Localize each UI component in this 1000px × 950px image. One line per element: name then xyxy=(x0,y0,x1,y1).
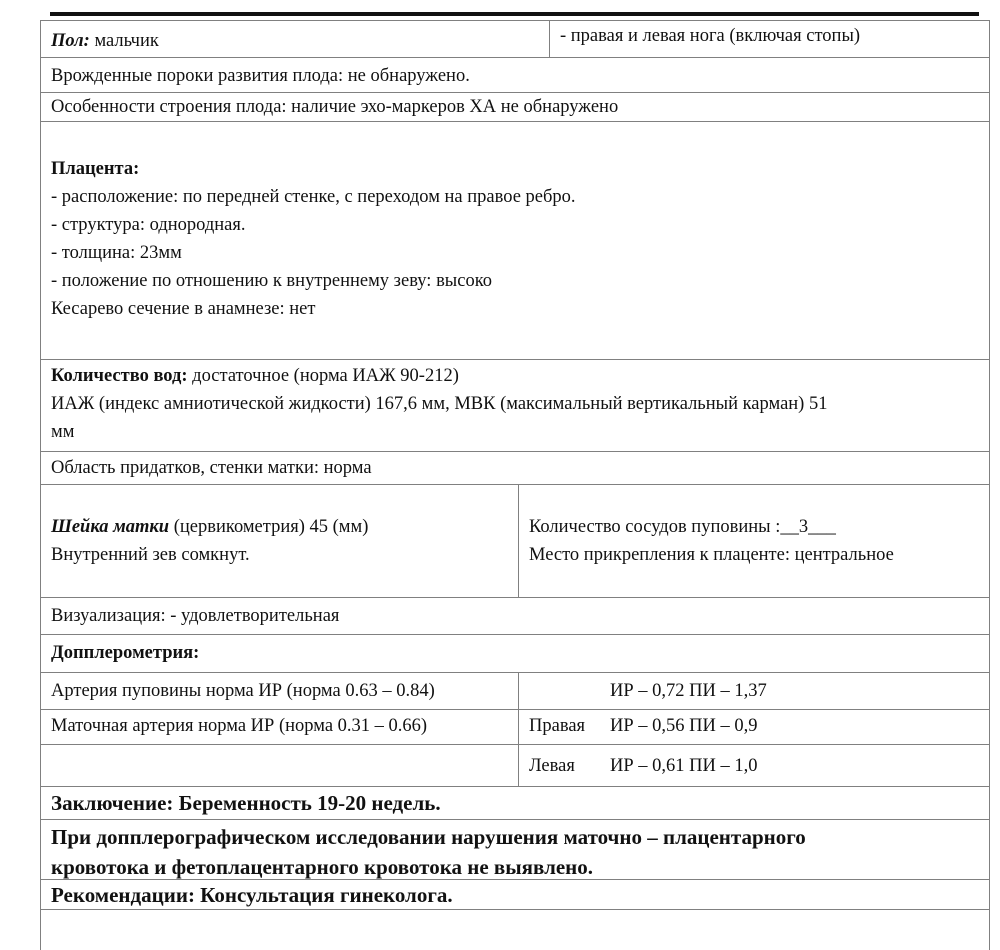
doppler-vessel-name: Маточная артерия норма ИР (норма 0.31 – 0.66) xyxy=(51,716,428,736)
placenta-thickness: - толщина: 23мм xyxy=(51,243,182,263)
sex-label: Пол: xyxy=(51,31,90,51)
features-text: Особенности строения плода: наличие эхо-маркеров ХА не обнаружено xyxy=(51,97,619,117)
internal-os-status: Внутренний зев сомкнут. xyxy=(51,545,250,565)
doppler-row-uterine-left xyxy=(40,745,990,787)
limbs-note: - правая и левая нога (включая стопы) xyxy=(560,26,861,46)
doppler-vessel-name: Артерия пуповины норма ИР (норма 0.63 – 0.84) xyxy=(51,681,435,701)
row-conclusion xyxy=(40,787,990,820)
cervix-value: (цервикометрия) 45 (мм) xyxy=(169,517,369,537)
placenta-title: Плацента: xyxy=(51,159,140,179)
adnexa-text: Область придатков, стенки матки: норма xyxy=(51,458,372,478)
doppler-values: ИР – 0,72 ПИ – 1,37 xyxy=(610,681,767,701)
water-index-unit: мм xyxy=(51,422,75,442)
doppler-values-cell xyxy=(518,673,989,709)
row-sex xyxy=(40,20,990,58)
row-placenta xyxy=(40,122,990,360)
doppler-conclusion-line2: кровотока и фетоплацентарного кровотока не выявлено. xyxy=(51,855,594,879)
doppler-values: ИР – 0,61 ПИ – 1,0 xyxy=(610,756,758,776)
sex-cell xyxy=(41,21,549,57)
ultrasound-report-table xyxy=(40,20,990,950)
row-doppler-conclusion xyxy=(40,820,990,880)
doppler-vessel-name xyxy=(41,745,518,786)
row-recommendations xyxy=(40,880,990,910)
doppler-side: Левая xyxy=(529,756,575,776)
doppler-conclusion-line1: При допплерографическом исследовании нарушения маточно – плацентарного xyxy=(51,825,806,849)
water-cell xyxy=(41,360,989,451)
water-value: достаточное (норма ИАЖ 90-212) xyxy=(187,366,459,386)
placenta-cell xyxy=(41,122,989,359)
placenta-structure: - структура: однородная. xyxy=(51,215,246,235)
row-cervix-cord xyxy=(40,485,990,598)
placenta-location: - расположение: по передней стенке, с переходом на правое ребро. xyxy=(51,187,576,207)
cord-cell xyxy=(518,485,989,597)
doppler-values: ИР – 0,56 ПИ – 0,9 xyxy=(610,716,758,736)
cervix-cell xyxy=(41,485,518,597)
row-features xyxy=(40,93,990,122)
water-index: ИАЖ (индекс амниотической жидкости) 167,6 мм, МВК (максимальный вертикальный карман) 51 xyxy=(51,394,828,414)
doppler-row-umbilical xyxy=(40,673,990,710)
row-empty xyxy=(40,910,990,950)
malformations-text: Врожденные пороки развития плода: не обнаружено. xyxy=(51,66,470,86)
doppler-values-cell xyxy=(518,710,989,744)
row-water xyxy=(40,360,990,452)
row-malformations xyxy=(40,58,990,93)
visualization-text: Визуализация: - удовлетворительная xyxy=(51,606,340,626)
cervix-label: Шейка матки xyxy=(51,517,170,537)
doppler-row-uterine-right xyxy=(40,710,990,745)
doppler-side: Правая xyxy=(529,716,586,736)
sex-value: мальчик xyxy=(89,31,159,51)
doppler-values-cell xyxy=(518,745,989,786)
row-doppler-title xyxy=(40,635,990,673)
limbs-cell xyxy=(549,21,989,57)
row-adnexa xyxy=(40,452,990,485)
doppler-title: Допплерометрия: xyxy=(51,643,200,663)
water-label: Количество вод: xyxy=(51,366,188,386)
cesarean-history: Кесарево сечение в анамнезе: нет xyxy=(51,299,316,319)
recommendations-text: Рекомендации: Консультация гинеколога. xyxy=(51,883,453,907)
doppler-conclusion-cell xyxy=(41,820,989,879)
cord-vessels: Количество сосудов пуповины :__3___ xyxy=(529,517,836,537)
row-visualization xyxy=(40,598,990,635)
top-rule xyxy=(50,12,979,16)
cord-attachment: Место прикрепления к плаценте: центральное xyxy=(529,545,894,565)
empty-cell xyxy=(41,910,989,950)
conclusion-text: Заключение: Беременность 19-20 недель. xyxy=(51,791,441,815)
placenta-position: - положение по отношению к внутреннему зеву: высоко xyxy=(51,271,493,291)
